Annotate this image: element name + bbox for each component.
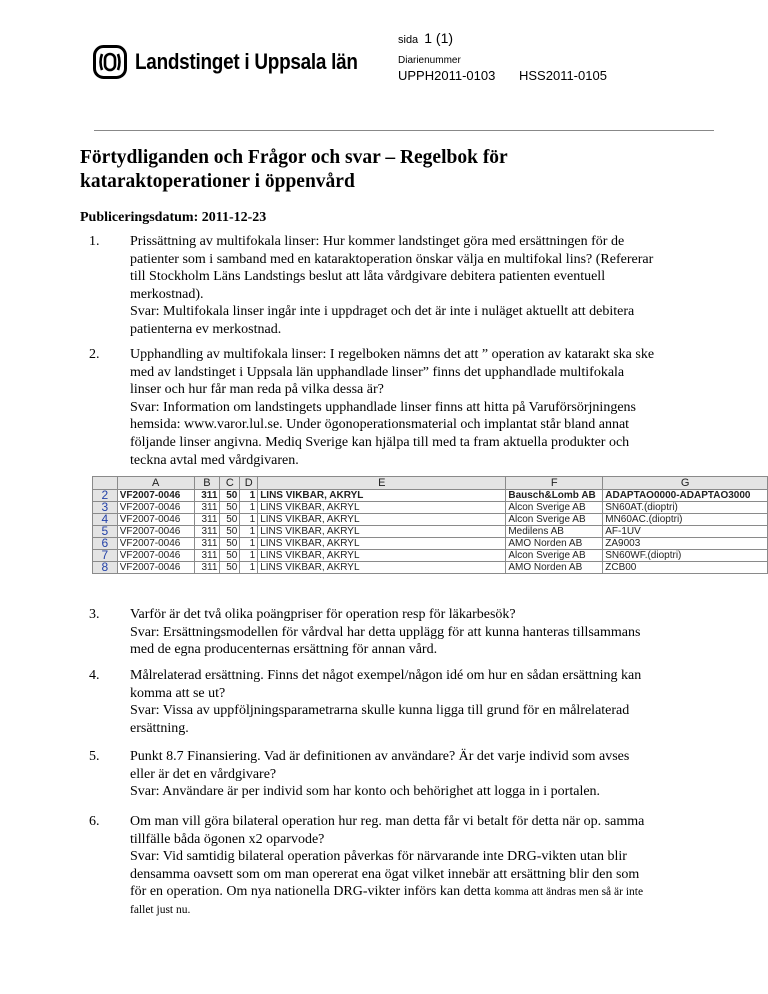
sheet-header-row <box>93 477 768 490</box>
sheet-cell: LINS VIKBAR, AKRYL <box>258 550 506 562</box>
item-text-small: komma att ändras men så är inte <box>494 886 644 899</box>
sheet-cell: 50 <box>220 538 240 550</box>
item-line: Om man vill göra bilateral operation hur reg. man detta får vi betalt för detta när op. samma <box>130 814 645 829</box>
sheet-row <box>93 526 768 538</box>
sheet-cell: LINS VIKBAR, AKRYL <box>258 526 506 538</box>
sheet-cell: AF-1UV <box>603 526 768 538</box>
sheet-cell: 1 <box>240 526 258 538</box>
header-divider <box>94 130 714 131</box>
sheet-row-number: 6 <box>93 538 118 550</box>
sheet-row <box>93 562 768 574</box>
qa-item-4 <box>80 667 720 737</box>
sheet-row <box>93 502 768 514</box>
sheet-cell: 50 <box>220 490 240 502</box>
sheet-cell: AMO Norden AB <box>506 538 603 550</box>
item-line-tail: fallet just nu. <box>130 903 191 916</box>
sheet-col-header: F <box>506 477 603 490</box>
item-line: Svar: Vid samtidig bilateral operation påverkas för närvarande inte DRG-vikten utan blir <box>130 849 627 865</box>
diarienummer-label: Diarienummer <box>398 55 461 66</box>
sheet-cell: LINS VIKBAR, AKRYL <box>258 514 506 526</box>
sheet-cell: Medilens AB <box>506 526 603 538</box>
item-line: ersättning. <box>130 720 189 736</box>
sheet-col-header: G <box>603 477 768 490</box>
qa-item-6 <box>80 813 720 920</box>
sheet-cell: ADAPTAO0000-ADAPTAO3000 <box>603 490 768 502</box>
sheet-cell: 1 <box>240 550 258 562</box>
sheet-cell: MN60AC.(dioptri) <box>603 514 768 526</box>
item-line: patienterna ev merkostnad. <box>130 321 282 337</box>
sheet-cell: 1 <box>240 502 258 514</box>
sheet-cell: 50 <box>220 562 240 574</box>
item-line: merkostnad). <box>130 286 204 302</box>
landstinget-logo-icon <box>93 45 127 79</box>
item-line: Prissättning av multifokala linser: Hur kommer landstinget göra med ersättningen för de <box>130 234 625 249</box>
qa-item-3 <box>80 606 720 659</box>
sheet-row-number: 8 <box>93 562 118 574</box>
item-line: Svar: Vissa av uppföljningsparametrarna skulle kunna ligga till grund för en målrelaterad <box>130 703 630 719</box>
item-line: patienter som i samband med en kataraktoperation önskar välja en multifokal lins? (Refererar <box>130 251 654 267</box>
sheet-row <box>93 550 768 562</box>
qa-item-2 <box>80 346 720 469</box>
diarienummer-2: HSS2011-0105 <box>519 68 607 83</box>
item-number: 2. <box>89 347 100 362</box>
item-line: till Stockholm Läns Landstings beslut att låta vårdgivare debitera patienten eventuell <box>130 269 606 285</box>
sheet-cell: VF2007-0046 <box>117 562 194 574</box>
qa-item-5 <box>80 748 720 801</box>
sheet-cell: 50 <box>220 502 240 514</box>
lens-spreadsheet <box>92 476 768 574</box>
item-number: 3. <box>89 607 100 622</box>
sheet-cell: Bausch&Lomb AB <box>506 490 603 502</box>
sheet-row-number: 3 <box>93 502 118 514</box>
sheet-row-number: 2 <box>93 490 118 502</box>
item-number: 6. <box>89 814 100 829</box>
item-line-last <box>130 883 720 902</box>
document-title <box>80 146 700 194</box>
sheet-col-header: C <box>220 477 240 490</box>
item-line: med av landstinget i Uppsala län upphandlade linser” finns det upphandlade multifokala <box>130 364 625 380</box>
sheet-row-number: 5 <box>93 526 118 538</box>
title-line-1: Förtydliganden och Frågor och svar – Regelbok för <box>80 147 508 168</box>
item-line: Svar: Information om landstingets upphandlade linser finns att hitta på Varuförsörjningens <box>130 399 636 415</box>
sheet-cell: VF2007-0046 <box>117 550 194 562</box>
sheet-cell: 311 <box>194 562 220 574</box>
diarienummer-1: UPPH2011-0103 <box>398 68 496 83</box>
item-line: Upphandling av multifokala linser: I regelboken nämns det att ” operation av katarakt ska ske <box>130 347 655 362</box>
sheet-col-header: E <box>258 477 506 490</box>
item-line: eller är det en vårdgivare? <box>130 766 277 782</box>
sheet-cell: AMO Norden AB <box>506 562 603 574</box>
sheet-cell: Alcon Sverige AB <box>506 550 603 562</box>
sheet-cell: SN60WF.(dioptri) <box>603 550 768 562</box>
item-line: följande linser angivna. Mediq Sverige kan hjälpa till med ta fram aktuella produkter och <box>130 434 630 450</box>
sheet-cell: LINS VIKBAR, AKRYL <box>258 538 506 550</box>
item-number: 1. <box>89 234 100 249</box>
sheet-cell: VF2007-0046 <box>117 526 194 538</box>
item-line: Svar: Användare är per individ som har konto och behörighet att logga in i portalen. <box>130 784 601 800</box>
sheet-cell: 311 <box>194 514 220 526</box>
sheet-row <box>93 514 768 526</box>
sheet-cell: 1 <box>240 490 258 502</box>
item-line: Målrelaterad ersättning. Finns det något exempel/någon idé om hur en sådan ersättning kan <box>130 668 642 683</box>
sheet-cell: 311 <box>194 490 220 502</box>
publication-date: Publiceringsdatum: 2011-12-23 <box>80 210 267 225</box>
item-line: hemsida: www.varor.lul.se. Under ögonoperationsmaterial och implantat står bland annat <box>130 417 630 433</box>
sheet-cell: 311 <box>194 526 220 538</box>
item-line: komma att se ut? <box>130 685 226 701</box>
page-number: 1 (1) <box>424 30 454 46</box>
sheet-cell: Alcon Sverige AB <box>506 502 603 514</box>
item-line: teckna avtal med vårdgivaren. <box>130 452 299 468</box>
item-number: 4. <box>89 668 100 683</box>
item-text: för en operation. Om nya nationella DRG-vikter införs kan detta <box>130 884 495 900</box>
item-line: Punkt 8.7 Finansiering. Vad är definitionen av användare? Är det varje individ som avses <box>130 749 630 764</box>
sheet-cell: 1 <box>240 538 258 550</box>
sheet-cell: 311 <box>194 502 220 514</box>
sheet-cell: LINS VIKBAR, AKRYL <box>258 562 506 574</box>
sheet-cell: VF2007-0046 <box>117 538 194 550</box>
item-line: linser och hur får man reda på vilka dessa är? <box>130 382 384 398</box>
item-number: 5. <box>89 749 100 764</box>
page-label: sida <box>398 34 419 46</box>
title-line-2: kataraktoperationer i öppenvård <box>80 171 355 192</box>
item-line: densamma oavsett som om man opererat ena ögat vilket innebär att ersättning blir den som <box>130 866 640 882</box>
item-line: tillfälle båda ögonen x2 oparvode? <box>130 831 325 847</box>
sheet-cell: 1 <box>240 514 258 526</box>
logo-text: Landstinget i Uppsala län <box>135 49 358 74</box>
sheet-cell: 50 <box>220 526 240 538</box>
sheet-cell: SN60AT.(dioptri) <box>603 502 768 514</box>
sheet-cell: Alcon Sverige AB <box>506 514 603 526</box>
sheet-col-header: B <box>194 477 220 490</box>
sheet-cell: VF2007-0046 <box>117 490 194 502</box>
item-line: Varför är det två olika poängpriser för operation resp för läkarbesök? <box>130 607 516 622</box>
sheet-cell: 50 <box>220 550 240 562</box>
sheet-cell: 1 <box>240 562 258 574</box>
sheet-row-number: 7 <box>93 550 118 562</box>
sheet-cell: 311 <box>194 550 220 562</box>
sheet-cell: LINS VIKBAR, AKRYL <box>258 502 506 514</box>
item-line: Svar: Multifokala linser ingår inte i uppdraget och det är inte i nuläget aktuellt att debitera <box>130 304 635 320</box>
sheet-row <box>93 490 768 502</box>
sheet-col-header: A <box>117 477 194 490</box>
landstinget-logo <box>93 44 394 80</box>
sheet-row-number: 4 <box>93 514 118 526</box>
sheet-cell: ZA9003 <box>603 538 768 550</box>
qa-item-1 <box>80 233 720 339</box>
item-line: med de egna producenternas ersättning för annan vård. <box>130 642 438 658</box>
sheet-cell: VF2007-0046 <box>117 502 194 514</box>
sheet-cell: ZCB00 <box>603 562 768 574</box>
page-indicator <box>398 30 453 46</box>
sheet-cell: LINS VIKBAR, AKRYL <box>258 490 506 502</box>
sheet-cell: 50 <box>220 514 240 526</box>
sheet-cell: VF2007-0046 <box>117 514 194 526</box>
item-line: Svar: Ersättningsmodellen för vårdval har detta upplägg för att kunna hanteras tillsammans <box>130 624 641 640</box>
sheet-col-header: D <box>240 477 258 490</box>
sheet-row <box>93 538 768 550</box>
sheet-cell: 311 <box>194 538 220 550</box>
sheet-corner <box>93 477 118 490</box>
